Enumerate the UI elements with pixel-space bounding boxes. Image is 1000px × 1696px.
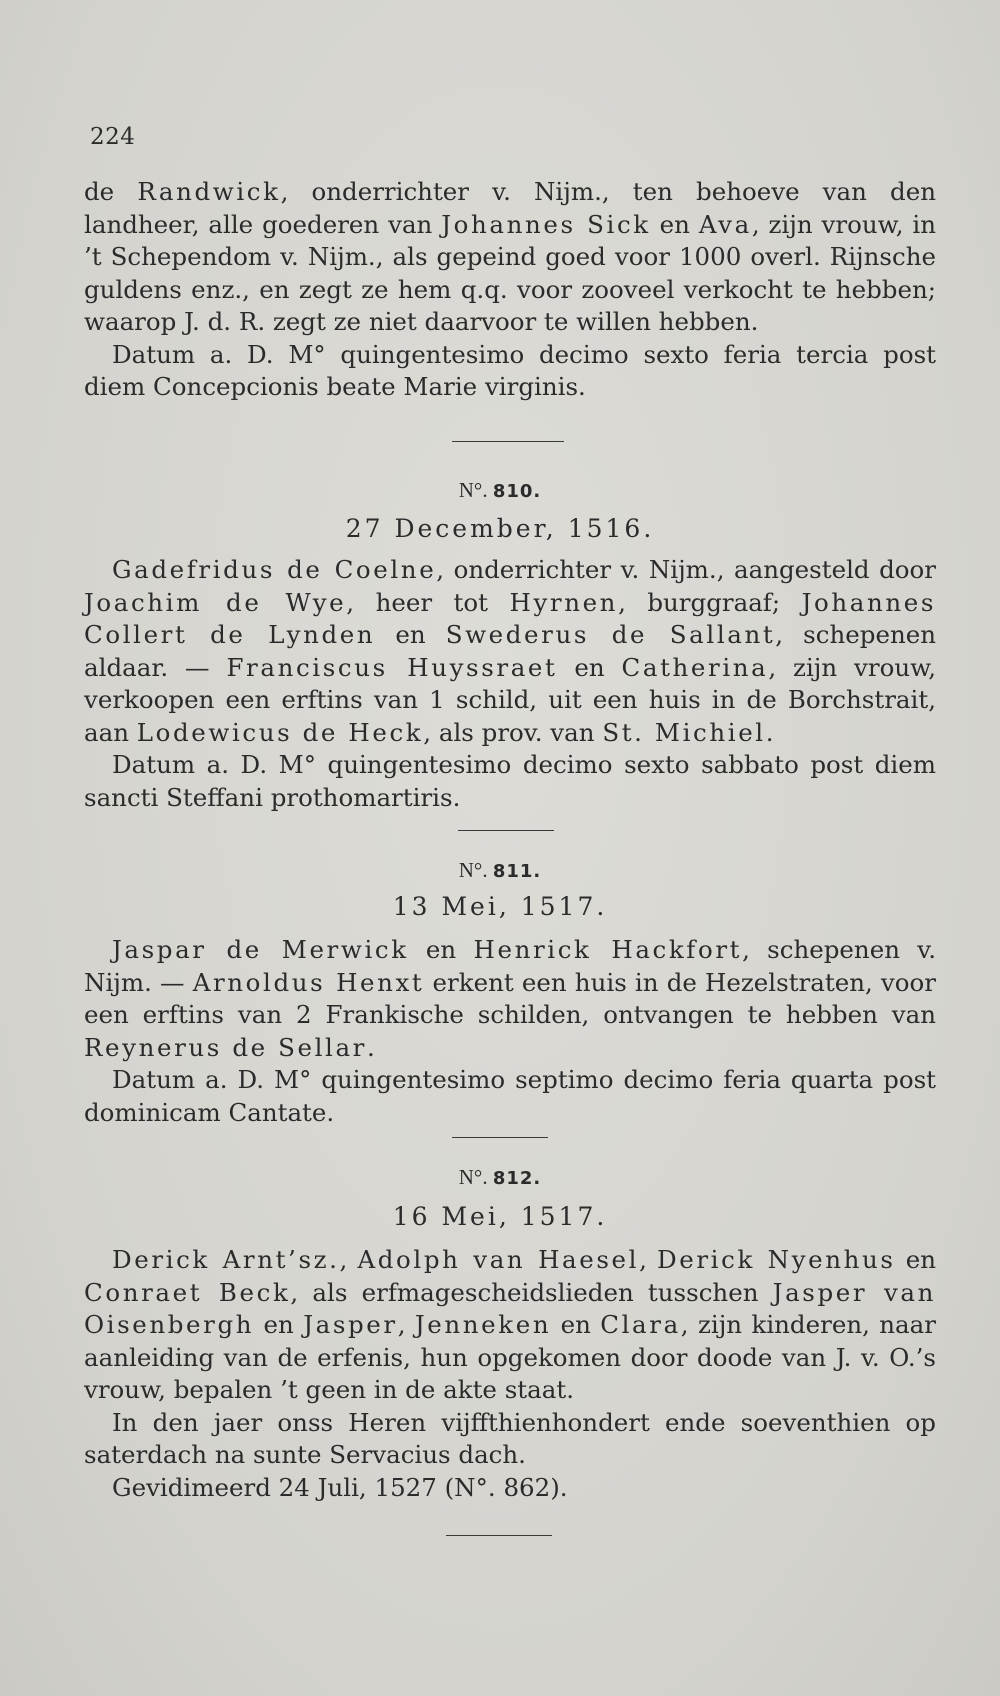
entry-number [0, 858, 1000, 883]
intro-text: en [650, 209, 699, 239]
entry-paragraph [84, 1244, 936, 1407]
entry-text: , [639, 1245, 658, 1274]
entry-body [84, 554, 936, 814]
entry-text: , zijn vrouw, verkoopen een erftins van 1 schild, uit een huis in de Borchstrait, aan [84, 652, 936, 747]
person-name: Adolph van Haesel [357, 1245, 640, 1274]
section-divider [446, 1535, 552, 1536]
entry-datum: Datum a. D. M° quingentesimo decimo sexto sabbato post diem sancti Steffani prothomartiris. [84, 750, 936, 812]
person-name: Arnoldus Henxt [192, 967, 425, 997]
entry-text: , als erfmagescheidslieden tusschen [290, 1277, 773, 1307]
entry-date: 27 December, 1516. [345, 514, 655, 543]
entry-number-prefix: N°. [458, 478, 488, 502]
entry-text: en [375, 620, 446, 649]
person-name: Henrick Hackfort [473, 935, 743, 964]
person-name: Jasper [303, 1310, 398, 1339]
intro-paragraph [84, 176, 936, 339]
person-name: Franciscus Huyssraet [226, 652, 558, 682]
intro-text: , zijn vrouw, in ’t Schependom v. Nijm., als gepeind goed voor 1000 overl. Rijnsche guldens enz., en zegt ze hem q.q. voor zooveel verkocht te hebben; waarop J. d. R. zegt ze niet daarvoor te willen hebben. [84, 209, 937, 336]
entry-text: , heer tot [346, 587, 510, 617]
entry-number-prefix: N°. [458, 858, 488, 882]
entry-vidimus: Gevidimeerd 24 Juli, 1527 (N°. 862). [112, 1472, 568, 1502]
entry-body [84, 934, 936, 1129]
entry-number-value: 810. [492, 481, 542, 502]
entry-date: 13 Mei, 1517. [392, 892, 608, 921]
person-name: Derick Arnt’sz. [112, 1245, 340, 1274]
entry-body [84, 1244, 936, 1504]
entry-text: en [408, 935, 474, 964]
person-name: Ava [698, 209, 752, 239]
person-name: St. Michiel [602, 717, 766, 747]
entry-number-value: 811. [492, 861, 542, 882]
person-name: Lodewicus de Heck [136, 717, 424, 747]
intro-datum: Datum a. D. M° quingentesimo decimo sexto feria tercia post diem Concepcionis beate Marie virginis. [84, 339, 936, 401]
entry-paragraph [84, 934, 936, 1064]
intro-text: , onderrichter v. Nijm., ten behoeve van den landheer, alle goederen van [84, 177, 936, 239]
entry-number-prefix: N°. [458, 1165, 488, 1189]
entry-number-value: 812. [492, 1168, 542, 1189]
entry-number [0, 1165, 1000, 1190]
entry-text: erkent een huis in de Hezelstraten, voor een erftins van 2 Frankische schilden, ontvangen te hebben van [84, 967, 936, 1029]
entry-text: en [895, 1245, 936, 1274]
person-name: Catherina [621, 652, 769, 682]
entry-text: , onderrichter v. Nijm., aangesteld door [436, 555, 936, 584]
section-divider [452, 441, 564, 442]
place-name: Hyrnen [509, 587, 619, 617]
person-name: Jasper van Oisenbergh [84, 1277, 936, 1339]
entry-text: . [366, 1032, 375, 1062]
entry-number [0, 478, 1000, 503]
person-name: Gadefridus de Coelne [112, 555, 437, 584]
entry-date: 16 Mei, 1517. [392, 1202, 608, 1231]
entry-text: , burggraaf; [618, 587, 802, 617]
entry-text: , zijn kinderen, naar aanleiding van de erfenis, hun opgekomen door doode van J. v. O.’s vrouw, bepalen ’t geen in de akte staat. [84, 1310, 936, 1404]
entry-paragraph [84, 554, 936, 749]
section-divider [452, 1137, 548, 1138]
person-name: Johannes Collert de Lynden [84, 587, 937, 649]
entry-text: , schepenen aldaar. — [84, 620, 936, 682]
person-name: Jaspar de Merwick [112, 935, 409, 964]
entry-text: en [557, 652, 622, 682]
entry-text: , als prov. van [423, 717, 603, 747]
person-name: Conraet Beck [84, 1277, 291, 1307]
section-divider [458, 830, 554, 831]
intro-text: de [84, 177, 138, 206]
page-number: 224 [90, 124, 136, 150]
intro-section [84, 176, 936, 404]
entry-text: en [551, 1310, 601, 1339]
person-name: Randwick [137, 177, 281, 206]
entry-text: en [254, 1310, 304, 1339]
person-name: Reynerus de Sellar [84, 1032, 367, 1062]
person-name: Swederus de Sallant [445, 620, 776, 649]
entry-datum: Datum a. D. M° quingentesimo septimo decimo feria quarta post dominicam Cantate. [84, 1065, 936, 1127]
entry-text: . [765, 717, 774, 747]
entry-text: , [339, 1245, 358, 1274]
entry-text: , [397, 1310, 415, 1339]
entry-text: , schepenen v. Nijm. — [84, 935, 937, 997]
person-name: Jenneken [414, 1310, 552, 1339]
person-name: Joachim de Wye [84, 587, 347, 617]
person-name: Johannes Sick [441, 209, 651, 239]
entry-datum: In den jaer onss Heren vijffthienhondert ende soeventhien op saterdach na sunte Servacius dach. [84, 1407, 936, 1469]
person-name: Clara [600, 1310, 681, 1339]
person-name: Derick Nyenhus [657, 1245, 896, 1274]
